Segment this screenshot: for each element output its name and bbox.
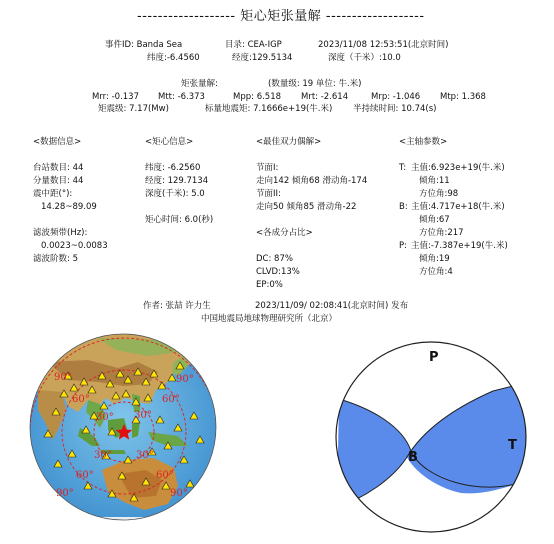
nodal-plane-1-label: 节面I: — [256, 163, 279, 173]
moment-magnitude: 矩震级: 7.17(Mw) — [98, 104, 169, 114]
t-axis-azimuth: 方位角:98 — [419, 189, 459, 199]
p-axis-marker: P — [429, 350, 439, 365]
tensor-mtt: Mtt: -6.373 — [158, 92, 205, 102]
t-axis-value: 主值:6.923e+19(牛.米) — [411, 163, 505, 173]
distance-label-90-br: 90° — [170, 488, 188, 499]
distance-label-30-bl: 30° — [94, 450, 112, 461]
axes-header: <主轴参数> — [399, 137, 448, 147]
centroid-latitude: 纬度: -6.2560 — [145, 163, 201, 173]
beachball — [333, 339, 529, 535]
page-title: ------------------- 矩心矩张量解 ------------------- — [137, 9, 425, 24]
centroid-longitude: 经度: 129.7134 — [145, 176, 209, 186]
landmass-antarctica — [28, 517, 218, 522]
tensor-mrp: Mrp: -1.046 — [371, 92, 421, 102]
distance-label-60-tr: 60° — [162, 394, 180, 405]
distance-label-30-tl: 30° — [96, 412, 114, 423]
b-axis-marker: B — [408, 450, 418, 465]
tensor-mrr: Mrr: -0.137 — [92, 92, 139, 102]
station-map — [28, 332, 218, 522]
authors: 作者: 张喆 许力生 — [143, 301, 211, 311]
t-axis-plunge: 倾角:11 — [419, 176, 450, 186]
distance-range: 14.28~89.09 — [41, 202, 97, 212]
components-header: <各成分占比> — [256, 228, 313, 238]
distance-label-90-tl: 90° — [54, 372, 72, 383]
dc-percent: DC: 87% — [256, 254, 293, 264]
station-count: 台站数目: 44 — [33, 163, 84, 173]
half-duration: 半持续时间: 10.74(s) — [353, 104, 437, 114]
p-axis-value: 主值:-7.387e+19(牛.米) — [411, 241, 508, 251]
p-axis-plunge: 倾角:19 — [419, 254, 450, 264]
t-axis-marker: T — [508, 438, 517, 453]
centroid-time: 矩心时间: 6.0(秒) — [145, 215, 214, 225]
b-axis-azimuth: 方位角:217 — [419, 228, 464, 238]
distance-label-60-bl: 60° — [76, 470, 94, 481]
event-catalog: 目录: CEA-IGP — [225, 40, 282, 50]
event-depth: 深度（千米）:10.0 — [328, 53, 401, 63]
data-info-header: <数据信息> — [33, 137, 82, 147]
tensor-mpp: Mpp: 6.518 — [233, 92, 282, 102]
double-couple-header: <最佳双力偶解> — [256, 137, 322, 147]
t-axis-label: T: — [399, 163, 407, 173]
distance-label-90-bl: 90° — [56, 488, 74, 499]
distance-label-60-tl: 60° — [72, 394, 90, 405]
b-axis-plunge: 倾角:67 — [419, 215, 450, 225]
tensor-scale: (数量级: 19 单位: 牛.米) — [268, 79, 362, 89]
nodal-plane-2: 走向50 倾角85 滑动角-22 — [256, 202, 357, 212]
event-longitude: 经度:129.5134 — [232, 53, 293, 63]
tensor-mtp: Mtp: 1.368 — [440, 92, 486, 102]
tensor-header: 矩张量解: — [181, 79, 218, 89]
tensor-mrt: Mrt: -2.614 — [301, 92, 349, 102]
event-datetime: 2023/11/08 12:53:51(北京时间) — [318, 40, 449, 50]
nodal-plane-1: 走向142 倾角68 滑动角-174 — [256, 176, 368, 186]
filter-order: 滤波阶数: 5 — [33, 254, 78, 264]
centroid-header: <矩心信息> — [145, 137, 194, 147]
distance-label: 震中距(°): — [33, 189, 73, 199]
b-axis-label: B: — [399, 202, 408, 212]
event-latitude: 纬度:-6.4560 — [147, 53, 200, 63]
event-id: 事件ID: Banda Sea — [105, 40, 183, 50]
distance-label-30-tr: 30° — [134, 410, 152, 421]
b-axis-value: 主值:4.717e+18(牛.米) — [411, 202, 505, 212]
ep-percent: EP:0% — [256, 280, 283, 290]
p-axis-label: P: — [399, 241, 407, 251]
centroid-depth: 深度(千米): 5.0 — [145, 189, 205, 199]
nodal-plane-2-label: 节面II: — [256, 189, 281, 199]
component-count: 分量数目: 44 — [33, 176, 84, 186]
distance-label-60-br: 60° — [156, 470, 174, 481]
filter-band: 0.0023~0.0083 — [41, 241, 108, 251]
institution: 中国地震局地球物理研究所（北京） — [201, 314, 338, 324]
clvd-percent: CLVD:13% — [256, 267, 300, 277]
p-axis-azimuth: 方位角:4 — [419, 267, 453, 277]
scalar-moment: 标量地震矩: 7.1666e+19(牛.米) — [205, 104, 333, 114]
distance-label-90-tr: 90° — [176, 374, 194, 385]
filter-band-label: 滤波频带(Hz): — [33, 228, 88, 238]
distance-label-30-br: 30° — [136, 450, 154, 461]
publish-time: 2023/11/09/ 02:08:41(北京时间) 发布 — [255, 301, 409, 311]
